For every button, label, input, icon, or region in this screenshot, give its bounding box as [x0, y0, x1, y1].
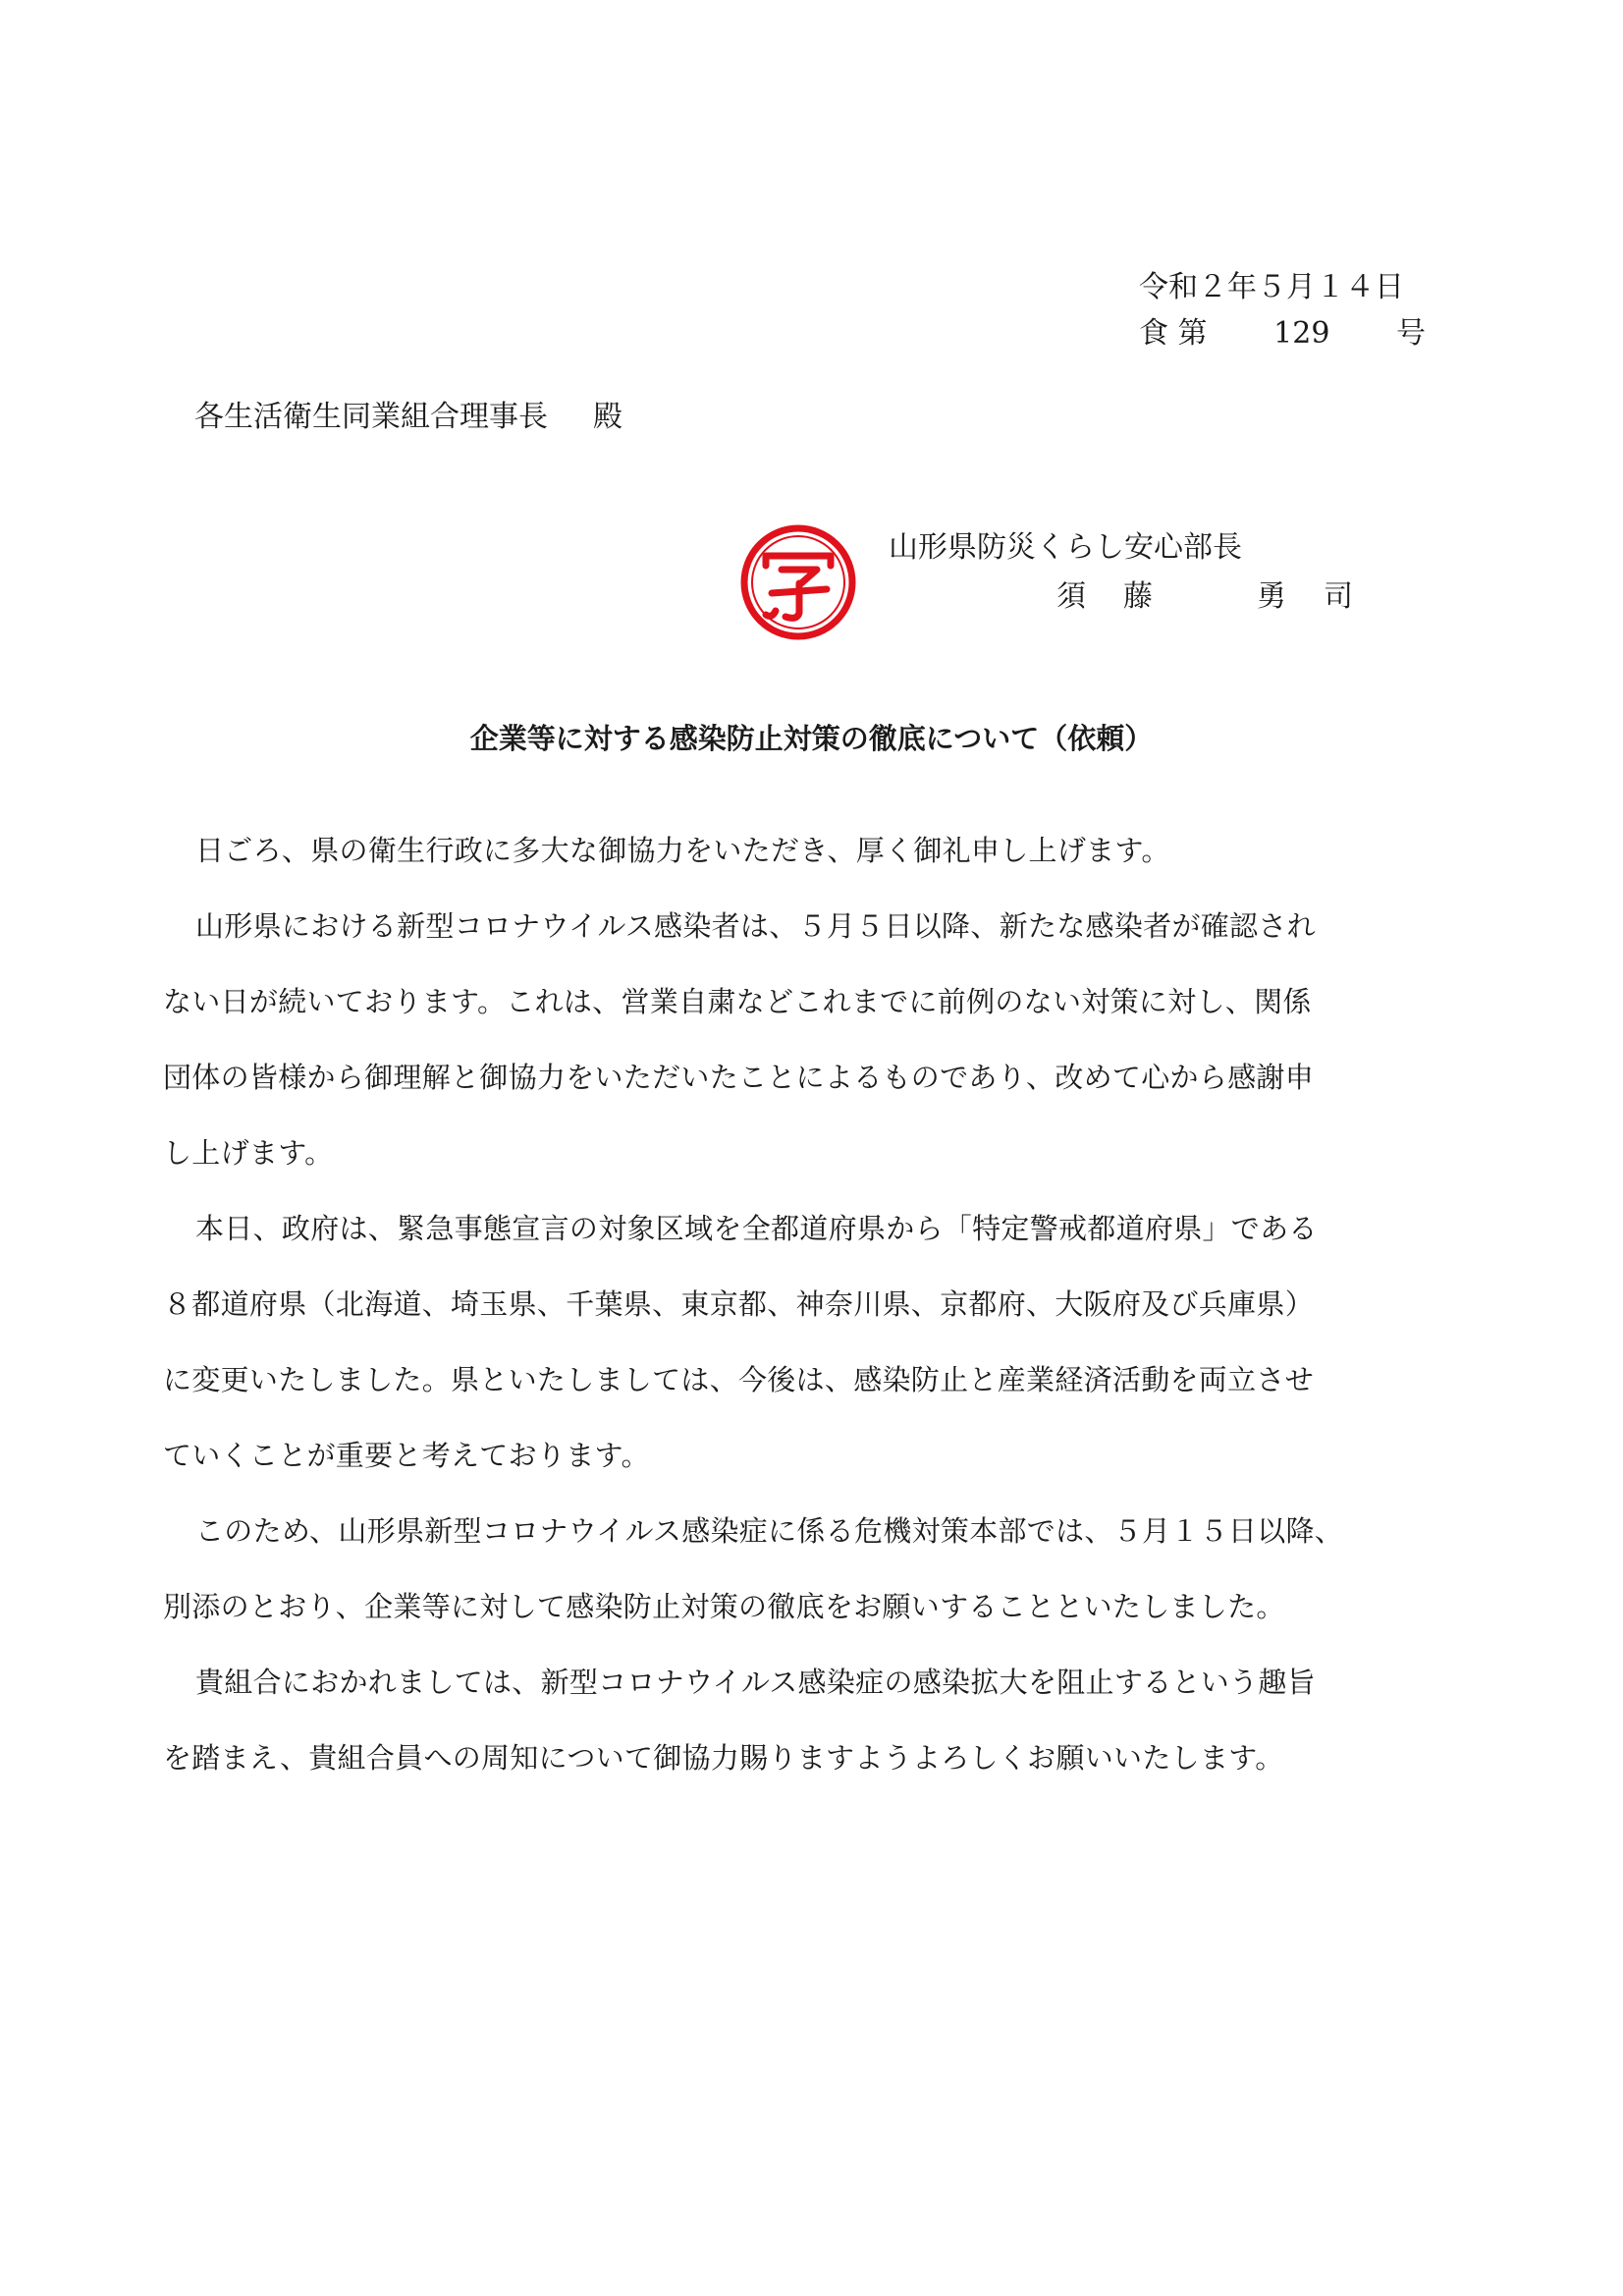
document-number-label: 食 第 — [1139, 316, 1208, 351]
sender-name — [1038, 574, 1372, 620]
body-line: 日ごろ、県の衛生行政に多大な御協力をいただき、厚く御礼申し上げます。 — [195, 834, 1170, 867]
official-seal-icon — [738, 522, 858, 642]
document-subject: 企業等に対する感染防止対策の徹底について（依頼） — [469, 722, 1154, 755]
body-line: 本日、政府は、緊急事態宣言の対象区域を全都道府県から「特定警戒都道府県」である — [195, 1212, 1318, 1245]
document-date: 令和２年５月１４日 — [1139, 270, 1404, 304]
addressee-honorific: 殿 — [593, 400, 622, 434]
body-line: に変更いたしました。県といたしましては、今後は、感染防止と産業経済活動を両立させ — [163, 1363, 1315, 1396]
body-line: 団体の皆様から御理解と御協力をいただいたことによるものであり、改めて心から感謝申 — [163, 1061, 1315, 1094]
addressee — [194, 395, 622, 440]
body-line: 山形県における新型コロナウイルス感染者は、５月５日以降、新たな感染者が確認され — [195, 909, 1316, 943]
sender-name-char: 勇 — [1257, 579, 1286, 614]
body-line: を踏まえ、貴組合員への周知について御協力賜りますようよろしくお願いいたします。 — [163, 1741, 1284, 1775]
body-line: 貴組合におかれましては、新型コロナウイルス感染症の感染拡大を阻止するという趣旨 — [195, 1666, 1316, 1699]
sender-name-char: 司 — [1324, 579, 1353, 614]
body-line: ていくことが重要と考えております。 — [163, 1439, 650, 1472]
sender-name-char: 藤 — [1123, 579, 1153, 614]
addressee-name: 各生活衛生同業組合理事長 — [194, 400, 548, 434]
sender-name-char: 須 — [1056, 579, 1086, 614]
document-number-value: 129 — [1273, 316, 1330, 351]
body-line: このため、山形県新型コロナウイルス感染症に係る危機対策本部では、５月１５日以降、 — [195, 1514, 1344, 1548]
body-line: ない日が続いております。これは、営業自粛などこれまでに前例のない対策に対し、関係 — [163, 985, 1312, 1018]
document-number-suffix: 号 — [1396, 316, 1426, 351]
body-line: 別添のとおり、企業等に対して感染防止対策の徹底をお願いすることといたしました。 — [163, 1590, 1285, 1623]
body-line: ８都道府県（北海道、埼玉県、千葉県、東京都、神奈川県、京都府、大阪府及び兵庫県） — [163, 1287, 1315, 1321]
sender-title: 山形県防災くらし安心部長 — [889, 530, 1242, 565]
document-body — [163, 828, 1430, 1811]
body-line: し上げます。 — [163, 1136, 334, 1170]
document-number — [1139, 221, 1434, 447]
